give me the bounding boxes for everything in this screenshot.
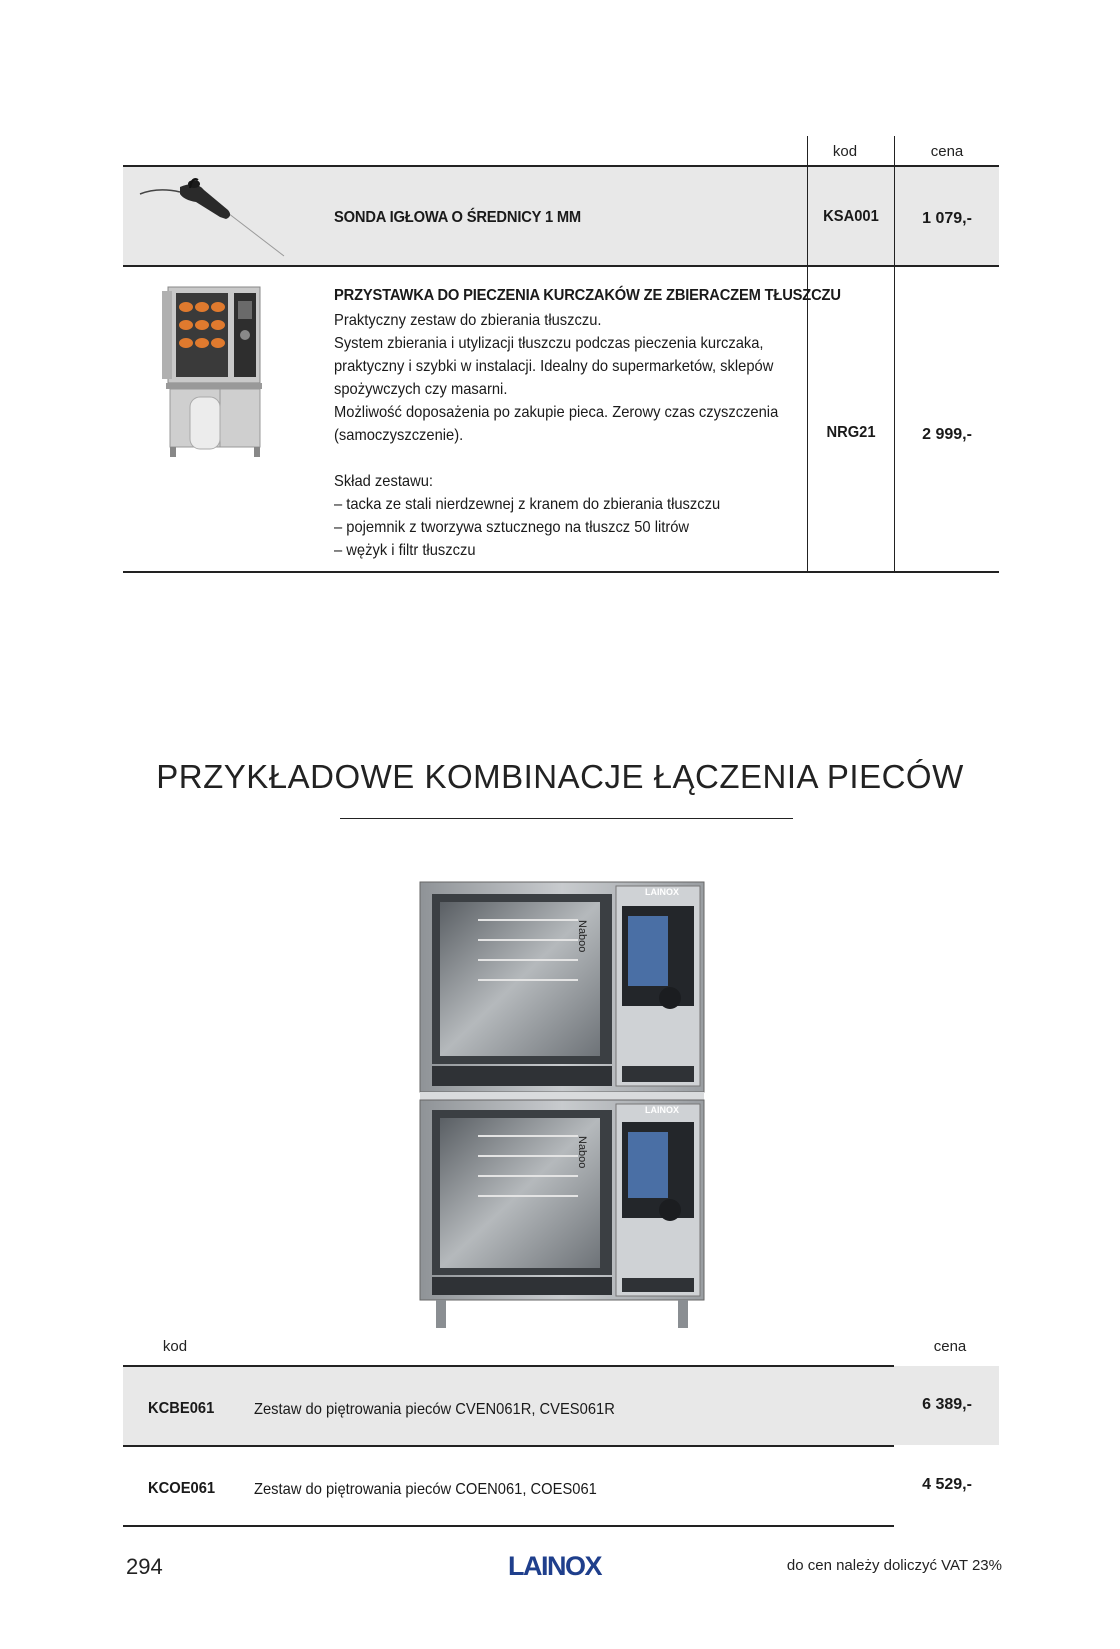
bottom-row-description: Zestaw do piętrowania pieców COEN061, COES061 bbox=[254, 1481, 597, 1498]
bottom-row-code: KCBE061 bbox=[148, 1400, 215, 1417]
product-code: NRG21 bbox=[826, 424, 876, 441]
table-rule bbox=[123, 1445, 894, 1447]
column-divider bbox=[894, 136, 895, 572]
description-line: praktyczny i szybki w instalacji. Idealny do supermarketów, sklepów bbox=[334, 358, 774, 375]
oven-brand-lower: LAINOX bbox=[644, 1105, 679, 1115]
product-description bbox=[334, 309, 778, 562]
section-title: PRZYKŁADOWE KOMBINACJE ŁĄCZENIA PIECÓW bbox=[156, 758, 964, 795]
chicken-roasting-oven-icon bbox=[162, 285, 266, 457]
column-divider bbox=[807, 136, 808, 572]
bottom-header-code: kod bbox=[162, 1338, 188, 1355]
description-line bbox=[334, 447, 778, 470]
description-line: – tacka ze stali nierdzewnej z kranem do zbierania tłuszczu bbox=[334, 496, 721, 513]
bottom-row-price: 4 529,- bbox=[922, 1476, 972, 1493]
description-line: Praktyczny zestaw do zbierania tłuszczu. bbox=[334, 312, 602, 329]
oven-brand-upper: LAINOX bbox=[644, 887, 679, 897]
table-rule bbox=[123, 165, 999, 167]
description-line: spożywczych czy masarni. bbox=[334, 381, 508, 398]
oven-model-lower: Naboo bbox=[576, 1136, 588, 1169]
table-rule bbox=[123, 571, 999, 573]
needle-probe-icon bbox=[138, 172, 288, 257]
product-title: PRZYSTAWKA DO PIECZENIA KURCZAKÓW ZE ZBIERACZEM TŁUSZCZU bbox=[334, 287, 841, 304]
section-rule bbox=[340, 818, 793, 819]
product-price: 1 079,- bbox=[922, 210, 972, 227]
bottom-row-code: KCOE061 bbox=[148, 1480, 216, 1497]
table-rule bbox=[123, 1365, 894, 1367]
description-line: System zbierania i utylizacji tłuszczu podczas pieczenia kurczaka, bbox=[334, 335, 764, 352]
top-header-code: kod bbox=[832, 143, 858, 160]
product-title: SONDA IGŁOWA O ŚREDNICY 1 MM bbox=[334, 209, 582, 226]
lainox-logo bbox=[508, 1550, 616, 1580]
description-line: Skład zestawu: bbox=[334, 473, 434, 490]
bottom-row-description: Zestaw do piętrowania pieców CVEN061R, CVES061R bbox=[254, 1401, 615, 1418]
logo-text: LAINOX bbox=[508, 1551, 602, 1580]
top-header-price: cena bbox=[930, 143, 964, 160]
description-line: Możliwość doposażenia po zakupie pieca. Zerowy czas czyszczenia bbox=[334, 404, 779, 421]
table-rule bbox=[123, 1525, 894, 1527]
oven-model-upper: Naboo bbox=[576, 920, 588, 953]
product-code: KSA001 bbox=[823, 208, 879, 225]
bottom-row-price: 6 389,- bbox=[922, 1396, 972, 1413]
table-rule bbox=[123, 265, 999, 267]
description-line: – wężyk i filtr tłuszczu bbox=[334, 542, 476, 559]
bottom-header-price: cena bbox=[933, 1338, 967, 1355]
description-line: – pojemnik z tworzywa sztucznego na tłuszcz 50 litrów bbox=[334, 519, 690, 536]
description-line: (samoczyszczenie). bbox=[334, 427, 464, 444]
page-number: 294 bbox=[126, 1554, 163, 1579]
vat-note: do cen należy doliczyć VAT 23% bbox=[786, 1557, 1002, 1574]
product-price: 2 999,- bbox=[922, 426, 972, 443]
